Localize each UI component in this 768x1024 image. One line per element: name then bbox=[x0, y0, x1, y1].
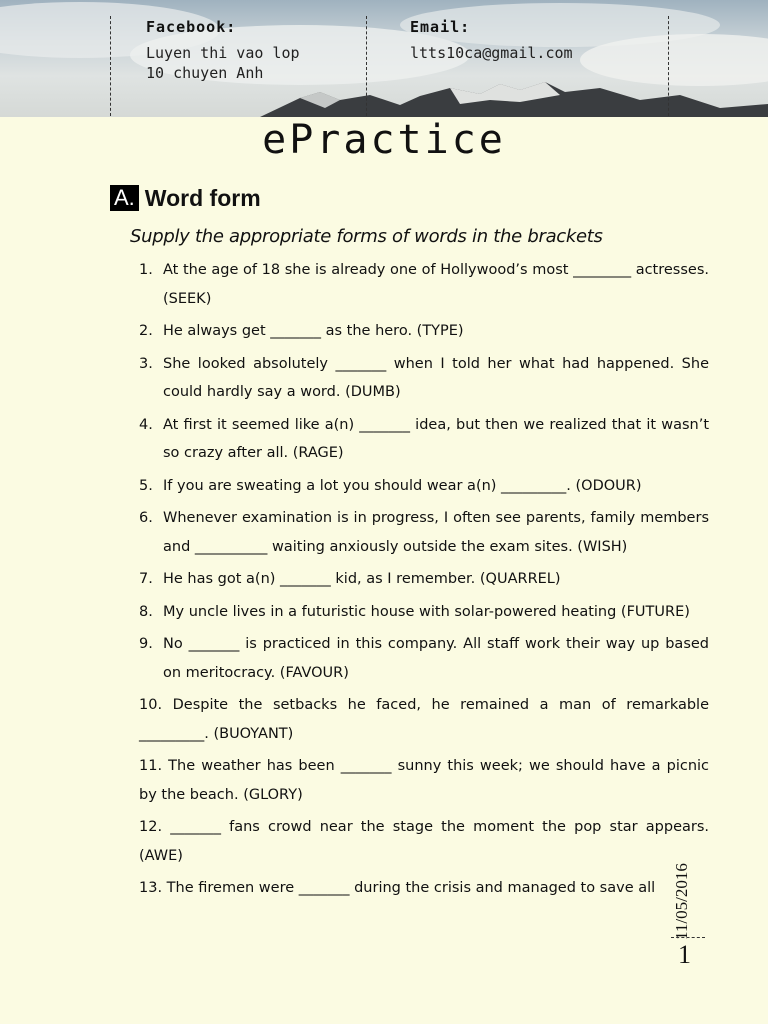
item-number: 10. bbox=[139, 697, 163, 713]
list-item bbox=[139, 504, 709, 561]
facebook-label: Facebook: bbox=[146, 18, 237, 36]
list-item bbox=[139, 256, 709, 313]
item-text: Whenever examination is in progress, I often see parents, family members and __________ waiting anxiously outside the exam sites. (WISH) bbox=[163, 510, 709, 555]
list-item bbox=[139, 565, 709, 594]
item-text: At the age of 18 she is already one of Hollywood’s most ________ actresses. (SEEK) bbox=[163, 262, 709, 307]
item-number: 3. bbox=[139, 355, 153, 372]
header-banner bbox=[0, 0, 768, 117]
instruction-text: Supply the appropriate forms of words in the brackets bbox=[130, 226, 603, 247]
list-item bbox=[139, 630, 709, 687]
email-value: ltts10ca@gmail.com bbox=[410, 44, 573, 62]
item-text: If you are sweating a lot you should wear a(n) _________. (ODOUR) bbox=[163, 477, 642, 494]
list-item bbox=[139, 691, 709, 748]
item-number: 9. bbox=[139, 636, 153, 652]
list-item bbox=[139, 350, 709, 407]
item-number: 11. bbox=[139, 758, 163, 774]
mountain-backdrop-image bbox=[0, 0, 768, 117]
list-item bbox=[139, 472, 709, 501]
header-divider bbox=[366, 16, 367, 116]
section-letter: A. bbox=[110, 185, 139, 211]
header-divider bbox=[668, 16, 669, 116]
item-text: She looked absolutely _______ when I told her what had happened. She could hardly say a word. (DUMB) bbox=[163, 355, 709, 400]
item-text: The firemen were _______ during the crisis and managed to save all bbox=[166, 880, 656, 896]
item-number: 5. bbox=[139, 477, 153, 494]
list-item bbox=[139, 598, 709, 627]
item-text: No _______ is practiced in this company. All staff work their way up based on meritocracy. (FAVOUR) bbox=[163, 636, 709, 681]
item-number: 1. bbox=[139, 262, 153, 278]
item-text: He always get _______ as the hero. (TYPE) bbox=[163, 323, 464, 339]
footer-divider bbox=[671, 937, 705, 938]
item-text: He has got a(n) _______ kid, as I remember. (QUARREL) bbox=[163, 571, 561, 587]
list-item bbox=[139, 874, 709, 903]
item-number: 7. bbox=[139, 571, 153, 587]
item-number: 8. bbox=[139, 603, 153, 620]
item-number: 13. bbox=[139, 880, 163, 896]
page-title: ePractice bbox=[262, 117, 506, 163]
item-text: Despite the setbacks he faced, he remained a man of remarkable _________. (BUOYANT) bbox=[139, 697, 710, 742]
item-text: The weather has been _______ sunny this week; we should have a picnic by the beach. (GLORY) bbox=[139, 758, 710, 803]
item-number: 6. bbox=[139, 510, 153, 526]
section-title: Word form bbox=[144, 184, 261, 211]
date-stamp: 11/05/2016 bbox=[672, 863, 691, 940]
item-text: _______ fans crowd near the stage the moment the pop star appears. (AWE) bbox=[139, 819, 710, 864]
list-item bbox=[139, 317, 709, 346]
item-number: 12. bbox=[139, 819, 163, 835]
list-item bbox=[139, 752, 709, 809]
list-item bbox=[139, 411, 709, 468]
email-label: Email: bbox=[410, 18, 471, 36]
item-number: 4. bbox=[139, 416, 153, 433]
facebook-value: Luyen thi vao lop 10 chuyen Anh bbox=[146, 44, 300, 82]
item-number: 2. bbox=[139, 323, 153, 339]
section-heading bbox=[110, 184, 261, 212]
page-number: 1 bbox=[678, 940, 691, 969]
item-text: My uncle lives in a futuristic house with solar-powered heating (FUTURE) bbox=[163, 603, 690, 620]
exercise-list bbox=[139, 256, 709, 907]
header-divider bbox=[110, 16, 111, 116]
list-item bbox=[139, 813, 709, 870]
item-text: At first it seemed like a(n) _______ idea, but then we realized that it wasn’t so crazy after all. (RAGE) bbox=[163, 416, 709, 461]
